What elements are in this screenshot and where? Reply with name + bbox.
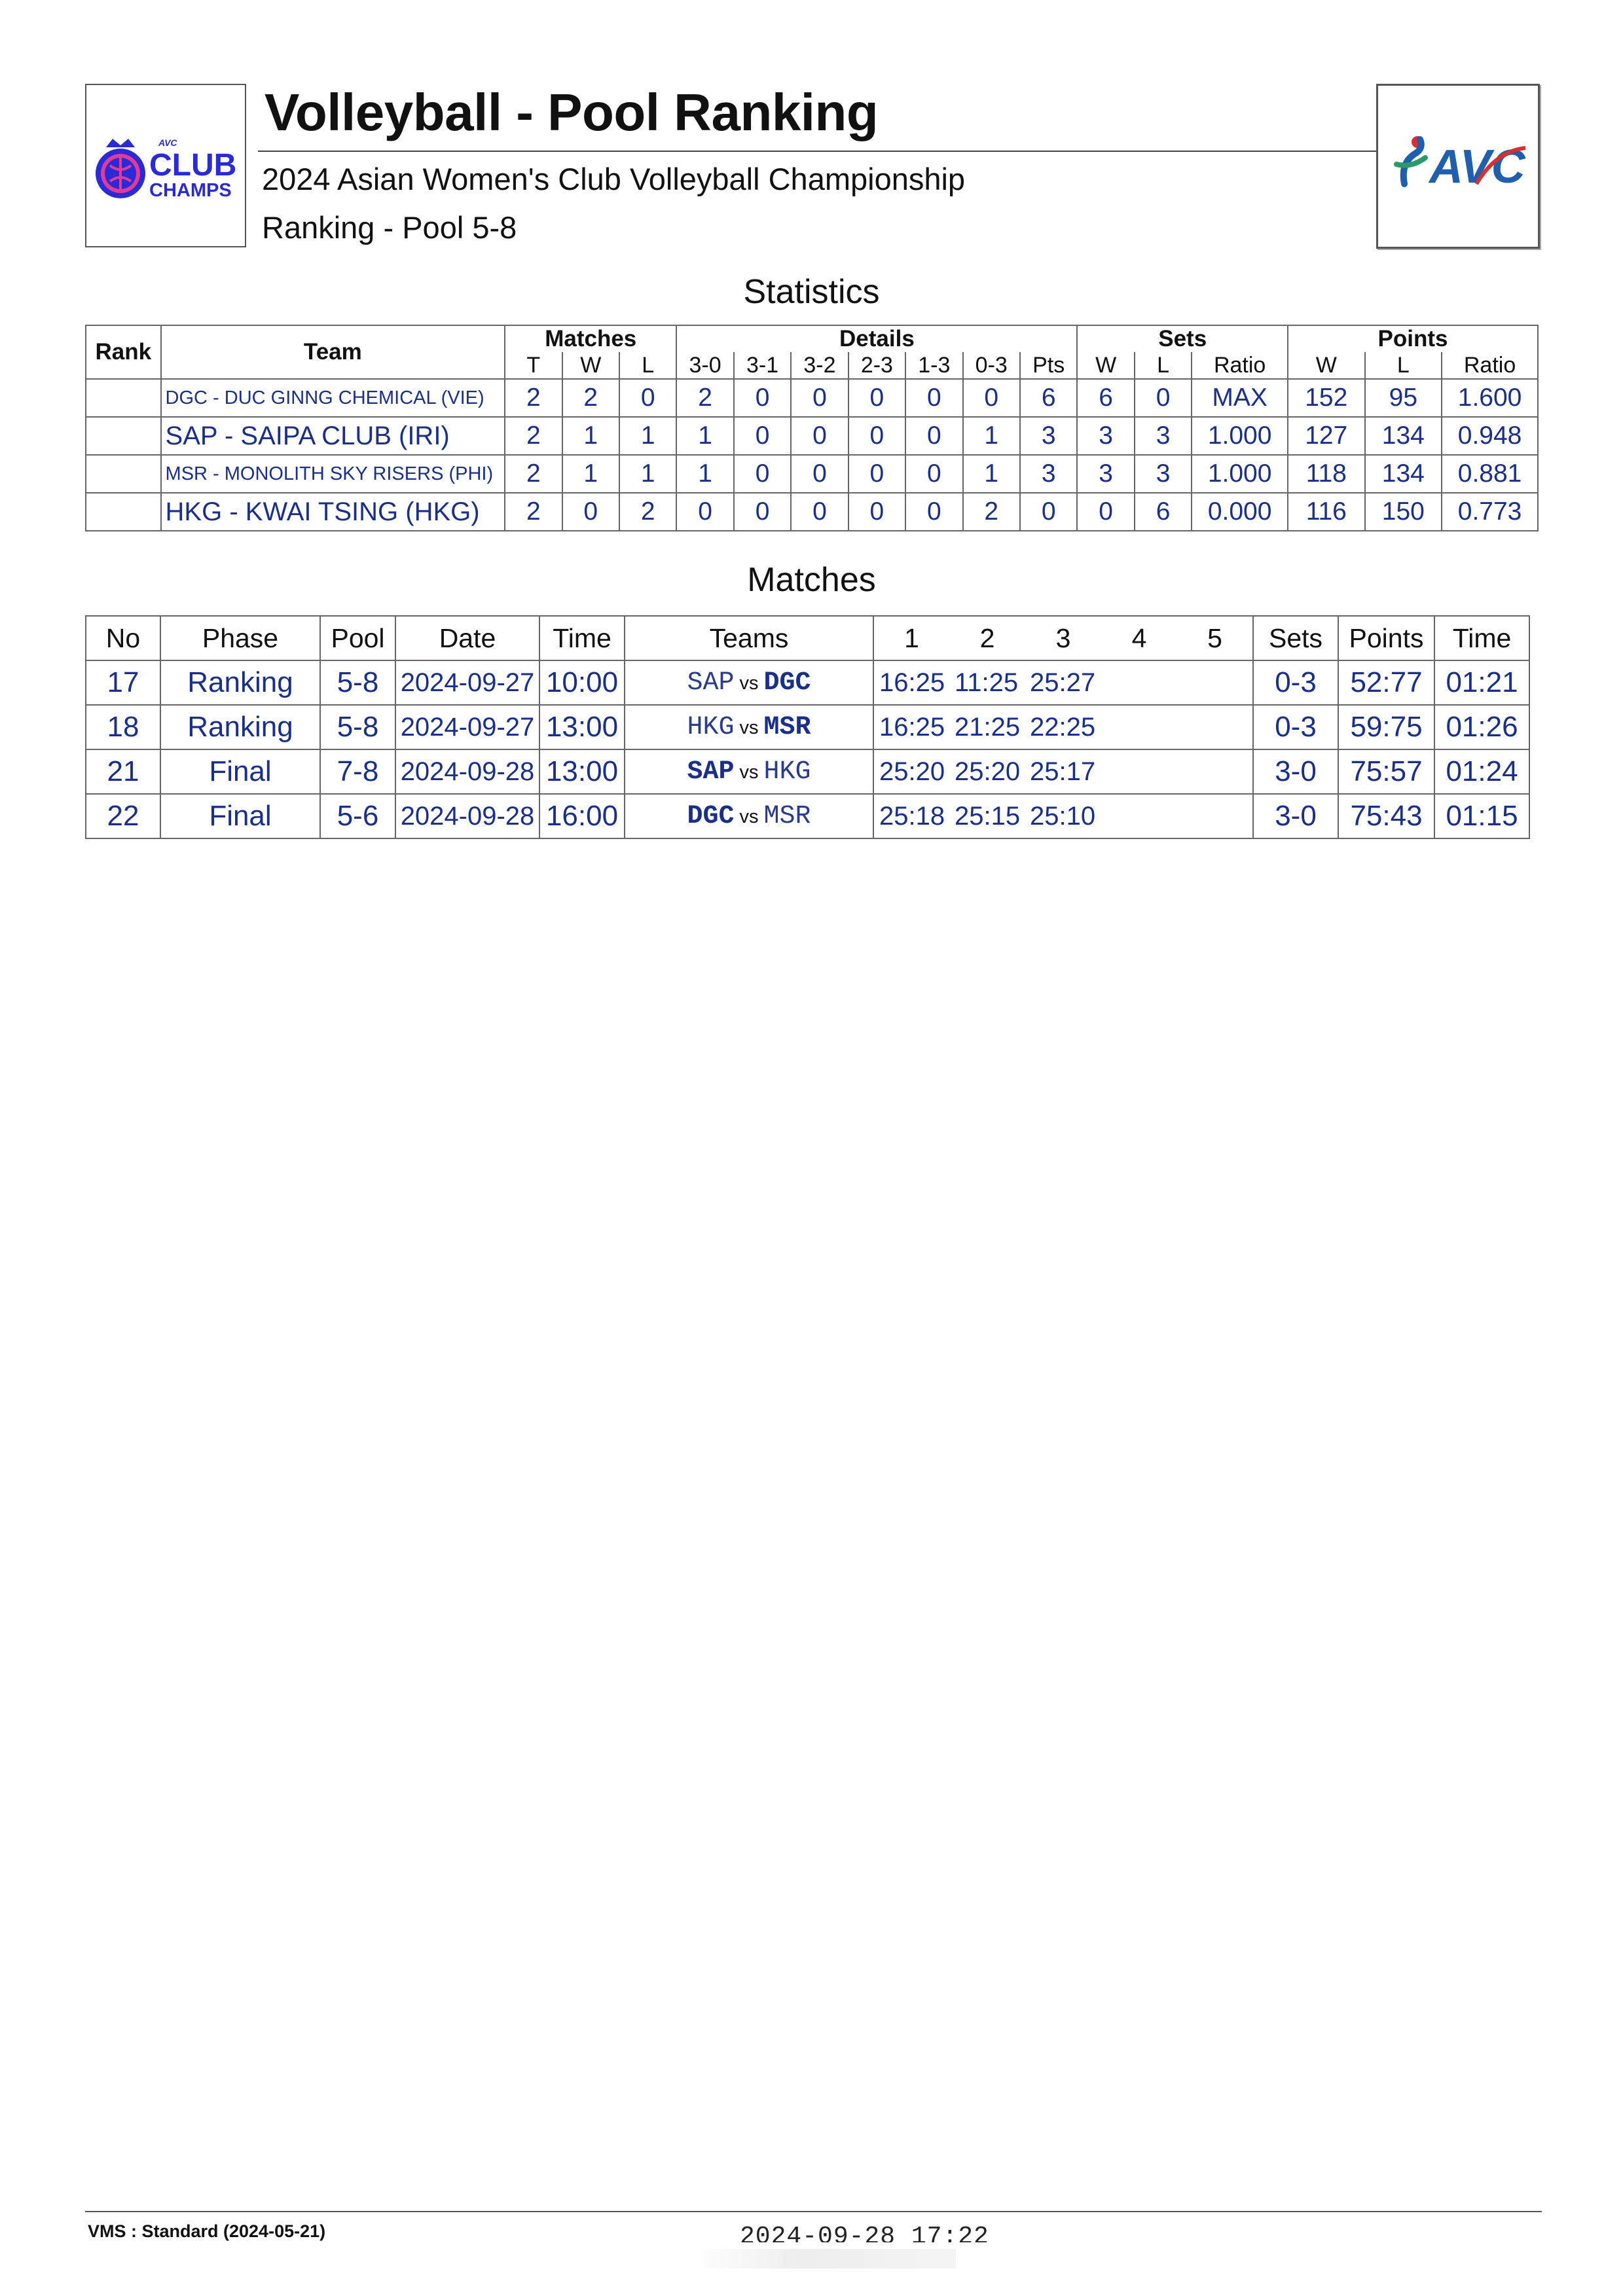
col-header-pool: Pool bbox=[320, 616, 395, 660]
details-1-3-cell: 0 bbox=[905, 379, 962, 417]
col-header-teams: Teams bbox=[625, 616, 873, 660]
team-cell: HKG - KWAI TSING (HKG) bbox=[161, 493, 505, 531]
time-cell: 13:00 bbox=[539, 749, 625, 794]
details-3-1-cell: 0 bbox=[734, 417, 791, 455]
matches-l-cell: 1 bbox=[619, 455, 676, 493]
details-0-3-cell: 1 bbox=[963, 455, 1020, 493]
duration-cell: 01:15 bbox=[1434, 794, 1529, 838]
match-no-cell: 18 bbox=[86, 705, 160, 749]
logo-champs-text: CHAMPS bbox=[149, 180, 232, 201]
sets-ratio-cell: MAX bbox=[1192, 379, 1288, 417]
teams-cell bbox=[625, 794, 873, 838]
title-divider bbox=[258, 151, 1377, 152]
col-header-matches-l: L bbox=[619, 352, 676, 379]
set-2-score: 25:15 bbox=[955, 801, 1021, 831]
set-1-score: 25:20 bbox=[879, 757, 945, 786]
table-row bbox=[86, 660, 1529, 705]
matches-w-cell: 1 bbox=[562, 417, 619, 455]
points-result-cell: 75:57 bbox=[1338, 749, 1434, 794]
statistics-title: Statistics bbox=[743, 273, 880, 311]
sets-result-cell: 0-3 bbox=[1253, 660, 1338, 705]
duration-cell: 01:26 bbox=[1434, 705, 1529, 749]
duration-cell: 01:21 bbox=[1434, 660, 1529, 705]
away-team: HKG bbox=[763, 757, 811, 787]
matches-t-cell: 2 bbox=[505, 379, 562, 417]
away-team: DGC bbox=[763, 668, 811, 698]
col-header-points-ratio: Ratio bbox=[1442, 352, 1538, 379]
col-group-points: Points bbox=[1288, 325, 1538, 352]
date-cell: 2024-09-27 bbox=[395, 660, 539, 705]
pool-cell: 5-8 bbox=[320, 660, 395, 705]
col-header-details-3-1: 3-1 bbox=[734, 352, 791, 379]
pool-cell: 5-6 bbox=[320, 794, 395, 838]
match-no-cell: 22 bbox=[86, 794, 160, 838]
table-row bbox=[86, 705, 1529, 749]
details-3-0-cell: 2 bbox=[676, 379, 733, 417]
details-0-3-cell: 1 bbox=[963, 417, 1020, 455]
col-header-points-l: L bbox=[1365, 352, 1442, 379]
away-team: MSR bbox=[763, 801, 811, 831]
sets-result-cell: 3-0 bbox=[1253, 794, 1338, 838]
teams-cell bbox=[625, 705, 873, 749]
details-3-1-cell: 0 bbox=[734, 455, 791, 493]
details-3-0-cell: 0 bbox=[676, 493, 733, 531]
date-cell: 2024-09-27 bbox=[395, 705, 539, 749]
details-1-3-cell: 0 bbox=[905, 493, 962, 531]
col-header-sets-ratio: Ratio bbox=[1192, 352, 1288, 379]
details-2-3-cell: 0 bbox=[848, 493, 905, 531]
vs-label: vs bbox=[739, 717, 759, 738]
home-team: SAP bbox=[687, 757, 735, 787]
col-group-details: Details bbox=[676, 325, 1077, 352]
avc-logo-text: AVC bbox=[1429, 141, 1525, 193]
details-0-3-cell: 0 bbox=[963, 379, 1020, 417]
matches-l-cell: 1 bbox=[619, 417, 676, 455]
vs-label: vs bbox=[739, 806, 759, 827]
points-result-cell: 59:75 bbox=[1338, 705, 1434, 749]
details-pts-cell: 3 bbox=[1020, 455, 1078, 493]
col-header-set-4: 4 bbox=[1101, 616, 1177, 660]
col-header-sets-l: L bbox=[1135, 352, 1192, 379]
details-3-0-cell: 1 bbox=[676, 455, 733, 493]
sets-result-cell: 0-3 bbox=[1253, 705, 1338, 749]
footer-divider bbox=[85, 2211, 1542, 2212]
details-3-0-cell: 1 bbox=[676, 417, 733, 455]
matches-title: Matches bbox=[747, 561, 876, 599]
col-header-details-2-3: 2-3 bbox=[848, 352, 905, 379]
sets-w-cell: 3 bbox=[1077, 455, 1134, 493]
details-3-1-cell: 0 bbox=[734, 493, 791, 531]
details-3-2-cell: 0 bbox=[791, 493, 848, 531]
col-header-set-5: 5 bbox=[1177, 616, 1253, 660]
team-cell: SAP - SAIPA CLUB (IRI) bbox=[161, 417, 505, 455]
sets-w-cell: 6 bbox=[1077, 379, 1134, 417]
set-1-score: 16:25 bbox=[879, 712, 945, 742]
matches-body bbox=[86, 660, 1529, 838]
set-3-score: 25:17 bbox=[1030, 757, 1096, 786]
pool-subtitle: Ranking - Pool 5-8 bbox=[262, 210, 517, 245]
rank-cell bbox=[86, 379, 161, 417]
col-header-duration: Time bbox=[1434, 616, 1529, 660]
col-header-matches-t: T bbox=[505, 352, 562, 379]
footer-timestamp: 2024-09-28 17:22 bbox=[740, 2223, 989, 2242]
home-team: DGC bbox=[687, 801, 735, 831]
away-team: MSR bbox=[763, 712, 811, 742]
phase-cell: Final bbox=[160, 749, 320, 794]
points-w-cell: 118 bbox=[1288, 455, 1365, 493]
match-no-cell: 17 bbox=[86, 660, 160, 705]
set-3-score: 22:25 bbox=[1030, 712, 1096, 742]
sets-l-cell: 6 bbox=[1135, 493, 1192, 531]
teams-cell bbox=[625, 660, 873, 705]
details-3-2-cell: 0 bbox=[791, 417, 848, 455]
time-cell: 13:00 bbox=[539, 705, 625, 749]
col-header-details-1-3: 1-3 bbox=[905, 352, 962, 379]
points-w-cell: 116 bbox=[1288, 493, 1365, 531]
table-row bbox=[86, 794, 1529, 838]
club-champs-logo-icon bbox=[86, 85, 247, 249]
points-l-cell: 134 bbox=[1365, 455, 1442, 493]
set-scores-cell bbox=[873, 749, 1253, 794]
set-3-score: 25:27 bbox=[1030, 668, 1096, 697]
points-l-cell: 95 bbox=[1365, 379, 1442, 417]
col-header-phase: Phase bbox=[160, 616, 320, 660]
matches-table bbox=[85, 615, 1530, 839]
points-ratio-cell: 0.881 bbox=[1442, 455, 1538, 493]
logo-avc-small-text: AVC bbox=[158, 137, 177, 148]
phase-cell: Ranking bbox=[160, 660, 320, 705]
pool-cell: 5-8 bbox=[320, 705, 395, 749]
points-w-cell: 152 bbox=[1288, 379, 1365, 417]
details-3-2-cell: 0 bbox=[791, 455, 848, 493]
points-ratio-cell: 1.600 bbox=[1442, 379, 1538, 417]
matches-t-cell: 2 bbox=[505, 417, 562, 455]
col-header-details-0-3: 0-3 bbox=[963, 352, 1020, 379]
col-header-details-pts: Pts bbox=[1020, 352, 1078, 379]
details-2-3-cell: 0 bbox=[848, 379, 905, 417]
sets-result-cell: 3-0 bbox=[1253, 749, 1338, 794]
date-cell: 2024-09-28 bbox=[395, 749, 539, 794]
set-1-score: 16:25 bbox=[879, 668, 945, 697]
details-0-3-cell: 2 bbox=[963, 493, 1020, 531]
sets-l-cell: 3 bbox=[1135, 417, 1192, 455]
details-1-3-cell: 0 bbox=[905, 455, 962, 493]
set-2-score: 25:20 bbox=[955, 757, 1021, 786]
set-scores-cell bbox=[873, 705, 1253, 749]
matches-l-cell: 2 bbox=[619, 493, 676, 531]
sets-w-cell: 3 bbox=[1077, 417, 1134, 455]
statistics-body bbox=[86, 379, 1538, 531]
matches-l-cell: 0 bbox=[619, 379, 676, 417]
sets-l-cell: 3 bbox=[1135, 455, 1192, 493]
set-2-score: 11:25 bbox=[955, 668, 1019, 697]
teams-cell bbox=[625, 749, 873, 794]
col-header-set-1: 1 bbox=[873, 616, 949, 660]
details-1-3-cell: 0 bbox=[905, 417, 962, 455]
col-header-details-3-0: 3-0 bbox=[676, 352, 733, 379]
details-2-3-cell: 0 bbox=[848, 455, 905, 493]
vs-label: vs bbox=[739, 672, 759, 694]
home-team: HKG bbox=[687, 712, 735, 742]
col-header-team: Team bbox=[161, 325, 505, 379]
table-row bbox=[86, 493, 1538, 531]
matches-w-cell: 1 bbox=[562, 455, 619, 493]
table-row bbox=[86, 455, 1538, 493]
col-header-details-3-2: 3-2 bbox=[791, 352, 848, 379]
match-no-cell: 21 bbox=[86, 749, 160, 794]
footer-version: VMS : Standard (2024-05-21) bbox=[88, 2221, 326, 2241]
col-header-sets-w: W bbox=[1077, 352, 1134, 379]
page-title: Volleyball - Pool Ranking bbox=[264, 83, 879, 141]
col-header-points: Points bbox=[1338, 616, 1434, 660]
points-w-cell: 127 bbox=[1288, 417, 1365, 455]
matches-w-cell: 2 bbox=[562, 379, 619, 417]
col-group-sets: Sets bbox=[1077, 325, 1288, 352]
sets-ratio-cell: 0.000 bbox=[1192, 493, 1288, 531]
championship-subtitle: 2024 Asian Women's Club Volleyball Championship bbox=[262, 162, 966, 196]
set-scores-cell bbox=[873, 660, 1253, 705]
col-header-points-w: W bbox=[1288, 352, 1365, 379]
points-ratio-cell: 0.773 bbox=[1442, 493, 1538, 531]
details-pts-cell: 6 bbox=[1020, 379, 1078, 417]
points-l-cell: 134 bbox=[1365, 417, 1442, 455]
sets-ratio-cell: 1.000 bbox=[1192, 417, 1288, 455]
team-cell: MSR - MONOLITH SKY RISERS (PHI) bbox=[161, 455, 505, 493]
matches-t-cell: 2 bbox=[505, 493, 562, 531]
club-champs-logo-box bbox=[85, 84, 246, 247]
points-result-cell: 75:43 bbox=[1338, 794, 1434, 838]
statistics-table bbox=[85, 325, 1539, 531]
details-3-1-cell: 0 bbox=[734, 379, 791, 417]
team-cell: DGC - DUC GINNG CHEMICAL (VIE) bbox=[161, 379, 505, 417]
time-cell: 10:00 bbox=[539, 660, 625, 705]
details-3-2-cell: 0 bbox=[791, 379, 848, 417]
table-row bbox=[86, 417, 1538, 455]
details-pts-cell: 3 bbox=[1020, 417, 1078, 455]
set-2-score: 21:25 bbox=[955, 712, 1021, 742]
table-row bbox=[86, 749, 1529, 794]
table-row bbox=[86, 379, 1538, 417]
duration-cell: 01:24 bbox=[1434, 749, 1529, 794]
set-scores-cell bbox=[873, 794, 1253, 838]
points-l-cell: 150 bbox=[1365, 493, 1442, 531]
col-header-set-3: 3 bbox=[1025, 616, 1101, 660]
sets-w-cell: 0 bbox=[1077, 493, 1134, 531]
points-result-cell: 52:77 bbox=[1338, 660, 1434, 705]
set-3-score: 25:10 bbox=[1030, 801, 1096, 831]
home-team: SAP bbox=[687, 668, 735, 698]
vs-label: vs bbox=[739, 761, 759, 783]
avc-logo-icon bbox=[1378, 86, 1542, 251]
matches-w-cell: 0 bbox=[562, 493, 619, 531]
col-header-set-2: 2 bbox=[949, 616, 1025, 660]
footer-barcode-strip bbox=[694, 2249, 956, 2269]
date-cell: 2024-09-28 bbox=[395, 794, 539, 838]
col-header-matches-w: W bbox=[562, 352, 619, 379]
phase-cell: Final bbox=[160, 794, 320, 838]
details-pts-cell: 0 bbox=[1020, 493, 1078, 531]
col-header-no: No bbox=[86, 616, 160, 660]
set-1-score: 25:18 bbox=[879, 801, 945, 831]
matches-t-cell: 2 bbox=[505, 455, 562, 493]
pool-cell: 7-8 bbox=[320, 749, 395, 794]
rank-cell bbox=[86, 417, 161, 455]
col-header-rank: Rank bbox=[86, 325, 161, 379]
col-group-matches: Matches bbox=[505, 325, 676, 352]
col-header-date: Date bbox=[395, 616, 539, 660]
sets-ratio-cell: 1.000 bbox=[1192, 455, 1288, 493]
sets-l-cell: 0 bbox=[1135, 379, 1192, 417]
rank-cell bbox=[86, 455, 161, 493]
details-2-3-cell: 0 bbox=[848, 417, 905, 455]
phase-cell: Ranking bbox=[160, 705, 320, 749]
time-cell: 16:00 bbox=[539, 794, 625, 838]
points-ratio-cell: 0.948 bbox=[1442, 417, 1538, 455]
col-header-time: Time bbox=[539, 616, 625, 660]
col-header-sets: Sets bbox=[1253, 616, 1338, 660]
logo-club-text: CLUB bbox=[149, 148, 237, 183]
avc-logo-box bbox=[1376, 84, 1540, 249]
rank-cell bbox=[86, 493, 161, 531]
